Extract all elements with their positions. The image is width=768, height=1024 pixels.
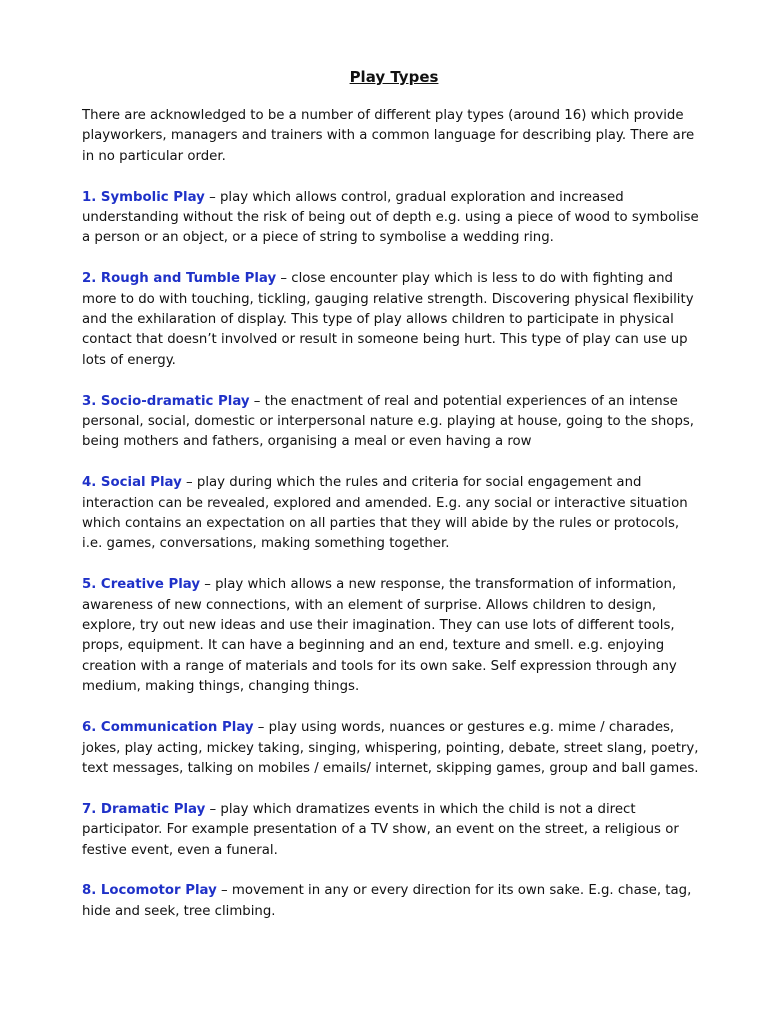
play-type-description: – play during which the rules and criteria for social engagement and interaction can be revealed, explored and amended. E.g. any social or interactive situation which contains an expectation on all parties that they will abide by the rules or protocols, i.e. games, conversations, making something together. [82,475,688,552]
play-type-description: – play which dramatizes events in which the child is not a direct participator. For example presentation of a TV show, an event on the street, a religious or festive event, even a funeral. [82,801,679,858]
play-type-term: 8. Locomotor Play [82,883,217,899]
play-type-rough-and-tumble [82,269,702,371]
page-title: Play Types [349,68,439,86]
play-type-description: – play which allows control, gradual exploration and increased understanding without the risk of being out of depth e.g. using a piece of wood to symbolise a person or an object, or a piece of string to symbolise a wedding ring. [82,189,699,246]
document-page [82,68,702,943]
play-type-term: 5. Creative Play [82,577,201,593]
play-type-term: 6. Communication Play [82,720,254,736]
play-type-term: 7. Dramatic Play [82,801,206,817]
play-type-term: 1. Symbolic Play [82,189,205,205]
play-type-description: – close encounter play which is less to do with fighting and more to do with touching, tickling, gauging relative strength. Discovering physical flexibility and the exhilaration of display. This type of play allows children to participate in physical contact that doesn’t involved or result in someone being hurt. This type of play can use up lots of energy. [82,271,694,368]
play-type-social [82,473,702,555]
play-type-term: 2. Rough and Tumble Play [82,271,277,287]
play-type-locomotor [82,881,702,922]
play-type-socio-dramatic [82,392,702,453]
play-type-term: 3. Socio-dramatic Play [82,393,250,409]
play-type-dramatic [82,800,702,861]
play-type-term: 4. Social Play [82,475,182,491]
play-type-communication [82,718,702,779]
play-type-description: – play which allows a new response, the transformation of information, awareness of new connections, with an element of surprise. Allows children to design, explore, try out new ideas and use their imagination. They can use lots of different tools, props, equipment. It can have a beginning and an end, texture and smell. e.g. enjoying creation with a range of materials and tools for its own sake. Self expression through any medium, making things, changing things. [82,577,677,695]
play-type-description: – the enactment of real and potential experiences of an intense personal, social, domestic or interpersonal nature e.g. playing at house, going to the shops, being mothers and fathers, organising a meal or even having a row [82,393,695,450]
play-type-creative [82,575,702,697]
play-type-symbolic [82,188,702,249]
intro-paragraph: There are acknowledged to be a number of different play types (around 16) which provide playworkers, managers and trainers with a common language for describing play. There are in no particular order. [82,108,695,164]
play-type-description: – movement in any or every direction for its own sake. E.g. chase, tag, hide and seek, tree climbing. [82,883,692,919]
play-type-description: – play using words, nuances or gestures e.g. mime / charades, jokes, play acting, mickey taking, singing, whispering, pointing, debate, street slang, poetry, text messages, talking on mobiles / emails/ internet, skipping games, group and ball games. [82,720,699,776]
